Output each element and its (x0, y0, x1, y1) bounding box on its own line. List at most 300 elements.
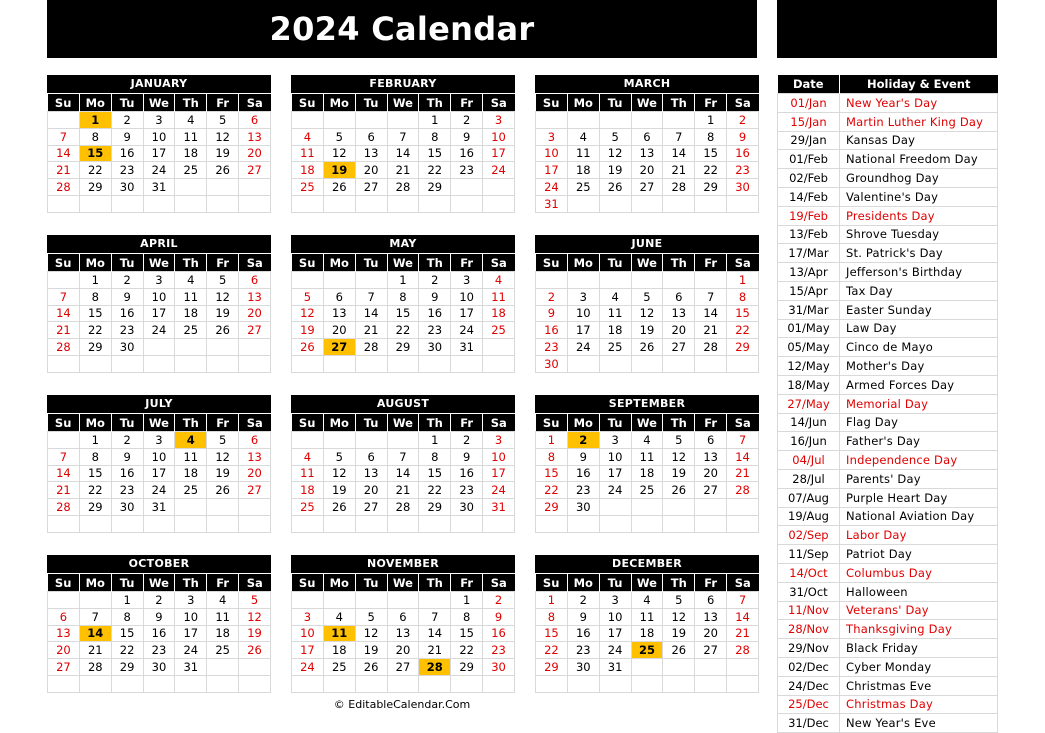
day-cell: 15 (451, 625, 483, 642)
holiday-name: Tax Day (840, 281, 998, 300)
day-cell: 22 (419, 482, 451, 499)
day-cell: 23 (451, 482, 483, 499)
weekday-header: Th (663, 94, 695, 112)
empty-day-cell (207, 179, 239, 196)
day-cell: 8 (695, 128, 727, 145)
day-cell: 11 (292, 465, 324, 482)
empty-day-cell (631, 355, 663, 372)
day-cell: 11 (567, 145, 599, 162)
week-row (536, 179, 759, 196)
day-cell: 9 (111, 448, 143, 465)
weekday-header: Fr (207, 254, 239, 272)
day-cell: 16 (111, 305, 143, 322)
day-cell: 11 (631, 448, 663, 465)
day-cell: 13 (631, 145, 663, 162)
day-cell: 31 (175, 659, 207, 676)
day-cell: 4 (631, 432, 663, 449)
empty-day-cell (207, 499, 239, 516)
day-cell: 15 (536, 465, 568, 482)
week-row (536, 272, 759, 289)
day-cell: 23 (111, 162, 143, 179)
day-cell: 15 (387, 305, 419, 322)
day-cell: 29 (79, 179, 111, 196)
empty-day-cell (451, 179, 483, 196)
day-cell: 23 (536, 339, 568, 356)
holiday-name: Independence Day (840, 451, 998, 470)
day-cell: 12 (207, 288, 239, 305)
weekday-header: Fr (695, 574, 727, 592)
week-row (48, 305, 271, 322)
day-cell: 24 (451, 322, 483, 339)
holiday-date: 02/Feb (778, 169, 840, 188)
weekday-header: Sa (239, 94, 271, 112)
day-cell: 29 (727, 339, 759, 356)
day-cell: 17 (143, 305, 175, 322)
weekday-header: Tu (111, 254, 143, 272)
day-cell: 15 (695, 145, 727, 162)
empty-day-cell (292, 515, 324, 532)
holiday-row (778, 714, 998, 733)
day-cell: 12 (323, 145, 355, 162)
empty-day-cell (695, 195, 727, 212)
empty-day-cell (695, 659, 727, 676)
holiday-date: 16/Jun (778, 432, 840, 451)
day-cell: 3 (175, 592, 207, 609)
day-cell: 5 (239, 592, 271, 609)
weekday-header: Sa (483, 574, 515, 592)
holiday-date: 13/Apr (778, 263, 840, 282)
day-cell: 8 (727, 288, 759, 305)
day-cell: 25 (483, 322, 515, 339)
day-cell: 2 (419, 272, 451, 289)
empty-day-cell (419, 592, 451, 609)
day-cell: 14 (48, 465, 80, 482)
day-cell: 7 (387, 128, 419, 145)
weekday-header: Mo (567, 254, 599, 272)
day-cell: 22 (536, 482, 568, 499)
day-cell: 8 (79, 288, 111, 305)
holiday-row (778, 319, 998, 338)
weekday-header: Mo (323, 254, 355, 272)
day-cell: 29 (419, 499, 451, 516)
holiday-date: 14/Oct (778, 563, 840, 582)
day-cell: 17 (143, 465, 175, 482)
holiday-name: Parents' Day (840, 469, 998, 488)
day-cell: 10 (567, 305, 599, 322)
empty-day-cell (663, 195, 695, 212)
month-name: NOVEMBER (291, 555, 515, 573)
day-cell: 23 (451, 162, 483, 179)
month-grid (291, 413, 515, 533)
day-cell: 18 (292, 482, 324, 499)
day-cell: 18 (599, 322, 631, 339)
day-cell: 7 (727, 432, 759, 449)
empty-day-cell (631, 675, 663, 692)
holiday-date: 29/Nov (778, 639, 840, 658)
weekday-header: Mo (323, 94, 355, 112)
empty-day-cell (239, 339, 271, 356)
empty-day-cell (631, 515, 663, 532)
day-cell: 28 (48, 179, 80, 196)
week-row (292, 592, 515, 609)
holiday-date: 24/Dec (778, 676, 840, 695)
empty-day-cell (355, 592, 387, 609)
day-cell: 11 (599, 305, 631, 322)
day-cell: 31 (599, 659, 631, 676)
week-row (48, 112, 271, 129)
weekday-header: Sa (483, 94, 515, 112)
day-cell: 1 (536, 432, 568, 449)
holiday-date: 02/Dec (778, 657, 840, 676)
day-cell: 20 (695, 465, 727, 482)
day-cell: 7 (727, 592, 759, 609)
empty-day-cell (239, 675, 271, 692)
week-row (536, 355, 759, 372)
week-row (292, 499, 515, 516)
holiday-row (778, 357, 998, 376)
week-row (292, 465, 515, 482)
weekday-header: We (631, 574, 663, 592)
week-row (292, 659, 515, 676)
empty-day-cell (663, 659, 695, 676)
holiday-row (778, 601, 998, 620)
holiday-date: 13/Feb (778, 225, 840, 244)
week-row (48, 482, 271, 499)
holiday-name: Columbus Day (840, 563, 998, 582)
day-cell: 14 (355, 305, 387, 322)
holiday-date: 11/Sep (778, 545, 840, 564)
empty-day-cell (323, 515, 355, 532)
empty-day-cell (483, 515, 515, 532)
empty-day-cell (207, 195, 239, 212)
day-cell: 30 (111, 499, 143, 516)
day-cell: 21 (48, 482, 80, 499)
holiday-date: 19/Aug (778, 507, 840, 526)
week-row (48, 675, 271, 692)
day-cell: 14 (387, 145, 419, 162)
week-row (292, 112, 515, 129)
day-cell: 1 (536, 592, 568, 609)
empty-day-cell (663, 272, 695, 289)
day-cell: 16 (451, 145, 483, 162)
day-cell: 5 (323, 128, 355, 145)
empty-day-cell (323, 592, 355, 609)
day-cell: 19 (239, 625, 271, 642)
month-grid (291, 253, 515, 373)
day-cell: 6 (239, 112, 271, 129)
week-row (292, 432, 515, 449)
calendar-title-bar (47, 0, 757, 58)
day-cell: 1 (79, 432, 111, 449)
week-row (292, 322, 515, 339)
empty-day-cell (79, 195, 111, 212)
weekday-header: Tu (355, 254, 387, 272)
day-cell: 30 (419, 339, 451, 356)
week-row (48, 642, 271, 659)
empty-day-cell (727, 499, 759, 516)
weekday-header: Th (419, 574, 451, 592)
day-cell: 12 (239, 608, 271, 625)
day-cell: 20 (663, 322, 695, 339)
month-name: FEBRUARY (291, 75, 515, 93)
empty-day-cell (451, 675, 483, 692)
empty-day-cell (239, 179, 271, 196)
month-october (47, 555, 271, 693)
day-cell: 6 (48, 608, 80, 625)
holiday-date: 29/Jan (778, 131, 840, 150)
month-december (535, 555, 759, 693)
day-cell: 24 (175, 642, 207, 659)
empty-day-cell (567, 675, 599, 692)
day-cell: 20 (323, 322, 355, 339)
weekday-header: Fr (207, 574, 239, 592)
holiday-name: Jefferson's Birthday (840, 263, 998, 282)
week-row (292, 675, 515, 692)
holiday-row (778, 112, 998, 131)
day-cell: 21 (727, 465, 759, 482)
week-row (536, 465, 759, 482)
weekday-header: Fr (451, 254, 483, 272)
empty-day-cell (663, 499, 695, 516)
day-cell: 18 (483, 305, 515, 322)
day-cell: 20 (239, 145, 271, 162)
holiday-table (777, 75, 998, 733)
day-cell: 13 (387, 625, 419, 642)
day-cell: 5 (323, 448, 355, 465)
day-cell: 17 (483, 145, 515, 162)
week-row (48, 288, 271, 305)
week-row (48, 499, 271, 516)
day-cell: 29 (419, 179, 451, 196)
holiday-date: 04/Jul (778, 451, 840, 470)
day-cell: 9 (143, 608, 175, 625)
empty-day-cell (387, 112, 419, 129)
empty-day-cell (451, 515, 483, 532)
day-cell: 5 (631, 288, 663, 305)
empty-day-cell (451, 195, 483, 212)
week-row (292, 162, 515, 179)
day-cell: 3 (483, 432, 515, 449)
empty-day-cell (239, 195, 271, 212)
day-cell: 2 (567, 432, 599, 449)
day-cell: 3 (292, 608, 324, 625)
empty-day-cell (355, 272, 387, 289)
holiday-name: Kansas Day (840, 131, 998, 150)
day-cell: 14 (48, 305, 80, 322)
weekday-header: Fr (451, 574, 483, 592)
holiday-date: 12/May (778, 357, 840, 376)
day-cell: 12 (663, 608, 695, 625)
holiday-date: 15/Jan (778, 112, 840, 131)
day-cell: 9 (483, 608, 515, 625)
empty-day-cell (663, 355, 695, 372)
day-cell: 29 (451, 659, 483, 676)
day-cell: 28 (48, 499, 80, 516)
empty-day-cell (695, 499, 727, 516)
day-cell: 23 (419, 322, 451, 339)
day-cell: 26 (207, 482, 239, 499)
day-cell: 31 (536, 195, 568, 212)
day-cell: 23 (483, 642, 515, 659)
day-cell: 18 (175, 465, 207, 482)
empty-day-cell (631, 499, 663, 516)
weekday-header: Su (48, 254, 80, 272)
weekday-header: Tu (599, 414, 631, 432)
day-cell: 26 (207, 322, 239, 339)
month-grid (47, 573, 271, 693)
day-cell: 12 (631, 305, 663, 322)
weekday-header: We (143, 414, 175, 432)
week-row (48, 339, 271, 356)
day-cell: 26 (292, 339, 324, 356)
empty-day-cell (292, 355, 324, 372)
day-cell: 14 (727, 608, 759, 625)
week-row (48, 592, 271, 609)
day-cell: 17 (483, 465, 515, 482)
day-cell: 27 (355, 499, 387, 516)
empty-day-cell (207, 659, 239, 676)
day-cell: 14 (663, 145, 695, 162)
day-cell: 1 (387, 272, 419, 289)
day-cell: 12 (663, 448, 695, 465)
day-cell: 28 (355, 339, 387, 356)
empty-day-cell (175, 675, 207, 692)
month-name: DECEMBER (535, 555, 759, 573)
day-cell: 13 (48, 625, 80, 642)
holiday-row (778, 563, 998, 582)
day-cell: 8 (536, 608, 568, 625)
empty-day-cell (355, 355, 387, 372)
holiday-name: Thanksgiving Day (840, 620, 998, 639)
day-cell: 24 (483, 162, 515, 179)
day-cell: 13 (663, 305, 695, 322)
day-cell: 15 (79, 465, 111, 482)
weekday-header: We (631, 94, 663, 112)
weekday-header: Mo (323, 414, 355, 432)
day-cell: 2 (536, 288, 568, 305)
day-cell: 10 (599, 448, 631, 465)
day-cell: 19 (323, 162, 355, 179)
empty-day-cell (483, 179, 515, 196)
day-cell: 16 (419, 305, 451, 322)
holiday-name: Flag Day (840, 413, 998, 432)
holiday-row (778, 676, 998, 695)
empty-day-cell (387, 355, 419, 372)
day-cell: 31 (143, 179, 175, 196)
day-cell: 10 (143, 128, 175, 145)
holiday-row (778, 507, 998, 526)
holiday-date: 19/Feb (778, 206, 840, 225)
weekday-header: Su (536, 574, 568, 592)
empty-day-cell (631, 195, 663, 212)
empty-day-cell (536, 112, 568, 129)
empty-day-cell (387, 515, 419, 532)
day-cell: 19 (663, 625, 695, 642)
day-cell: 4 (292, 128, 324, 145)
holiday-name: Patriot Day (840, 545, 998, 564)
day-cell: 9 (451, 128, 483, 145)
day-cell: 26 (323, 179, 355, 196)
weekday-header: Sa (727, 94, 759, 112)
empty-day-cell (292, 112, 324, 129)
weekday-header: Mo (79, 414, 111, 432)
empty-day-cell (175, 179, 207, 196)
empty-day-cell (387, 592, 419, 609)
day-cell: 1 (451, 592, 483, 609)
empty-day-cell (419, 195, 451, 212)
empty-day-cell (663, 515, 695, 532)
empty-day-cell (483, 355, 515, 372)
empty-day-cell (631, 272, 663, 289)
holiday-date-header: Date (778, 75, 840, 94)
day-cell: 3 (143, 272, 175, 289)
day-cell: 7 (695, 288, 727, 305)
day-cell: 14 (48, 145, 80, 162)
empty-day-cell (536, 272, 568, 289)
weekday-header: Fr (695, 94, 727, 112)
day-cell: 3 (143, 432, 175, 449)
month-november (291, 555, 515, 693)
month-grid (47, 253, 271, 373)
day-cell: 25 (631, 642, 663, 659)
day-cell: 29 (536, 659, 568, 676)
holiday-date: 15/Apr (778, 281, 840, 300)
day-cell: 20 (695, 625, 727, 642)
week-row (48, 322, 271, 339)
day-cell: 16 (451, 465, 483, 482)
empty-day-cell (323, 272, 355, 289)
day-cell: 28 (79, 659, 111, 676)
week-row (48, 465, 271, 482)
weekday-header: Sa (727, 414, 759, 432)
day-cell: 10 (483, 128, 515, 145)
empty-day-cell (323, 195, 355, 212)
week-row (536, 675, 759, 692)
weekday-header: Th (663, 414, 695, 432)
day-cell: 16 (567, 465, 599, 482)
empty-day-cell (175, 339, 207, 356)
day-cell: 25 (323, 659, 355, 676)
empty-day-cell (323, 112, 355, 129)
day-cell: 21 (695, 322, 727, 339)
day-cell: 17 (175, 625, 207, 642)
week-row (536, 515, 759, 532)
holiday-date: 14/Feb (778, 187, 840, 206)
day-cell: 4 (631, 592, 663, 609)
week-row (48, 272, 271, 289)
holiday-row (778, 281, 998, 300)
weekday-header: Th (175, 94, 207, 112)
day-cell: 10 (599, 608, 631, 625)
day-cell: 14 (387, 465, 419, 482)
week-row (536, 625, 759, 642)
day-cell: 19 (207, 305, 239, 322)
empty-day-cell (292, 195, 324, 212)
day-cell: 8 (387, 288, 419, 305)
day-cell: 13 (239, 128, 271, 145)
day-cell: 5 (599, 128, 631, 145)
day-cell: 13 (323, 305, 355, 322)
day-cell: 28 (727, 482, 759, 499)
month-january (47, 75, 271, 213)
day-cell: 28 (387, 499, 419, 516)
empty-day-cell (727, 195, 759, 212)
week-row (536, 642, 759, 659)
day-cell: 13 (355, 465, 387, 482)
day-cell: 26 (323, 499, 355, 516)
day-cell: 2 (111, 272, 143, 289)
empty-day-cell (483, 675, 515, 692)
